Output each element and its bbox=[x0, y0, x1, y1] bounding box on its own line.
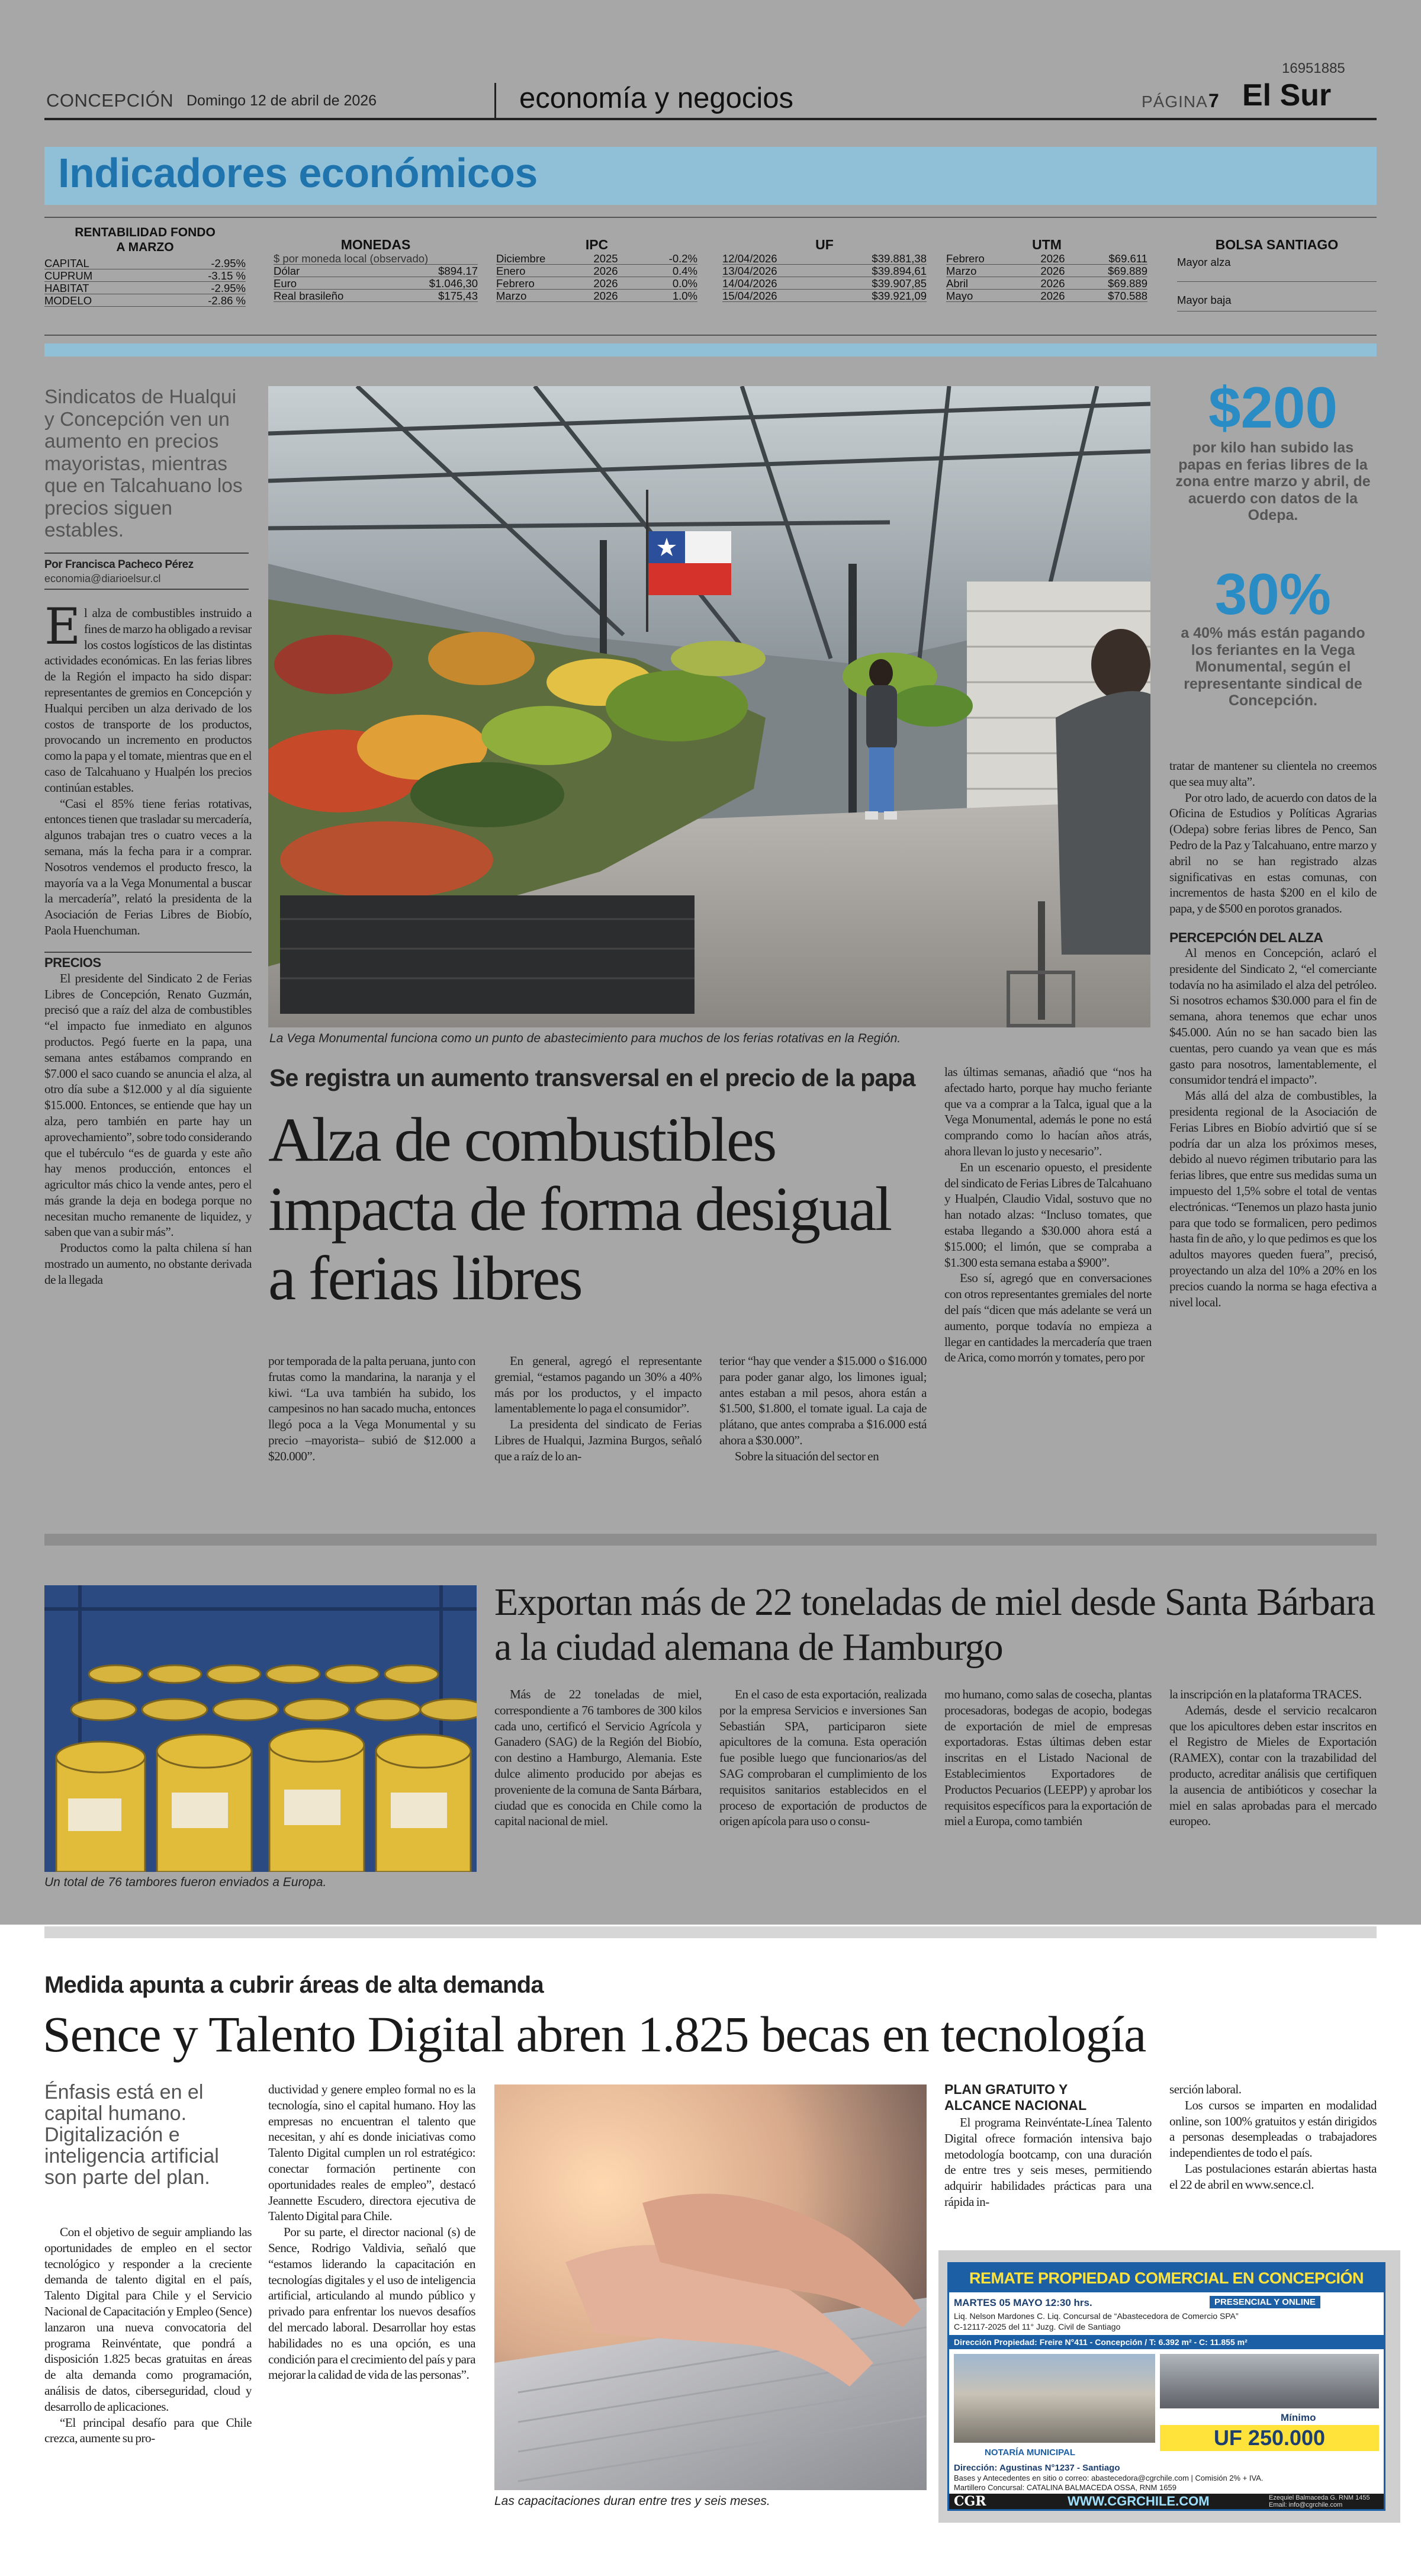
header-rule bbox=[44, 118, 1377, 120]
article1-col6 bbox=[1169, 758, 1377, 1522]
article3-subhead: PLAN GRATUITO Y ALCANCE NACIONAL bbox=[944, 2082, 1087, 2113]
table-row: Abril 2026 $69.889 bbox=[946, 277, 1147, 290]
article3-col4 bbox=[1169, 2082, 1377, 2253]
bolsa-table bbox=[1177, 237, 1377, 311]
table-row: MODELO -2.86 % bbox=[44, 294, 246, 307]
page-header bbox=[0, 0, 1421, 124]
monedas-table bbox=[274, 237, 478, 302]
market-photo bbox=[268, 386, 1150, 1027]
ad-info: Bases y Antecedentes en sitio o correo: abastecedora@cgrchile.com | Comisión 2% + IVA. bbox=[954, 2474, 1264, 2482]
table-row: Marzo 2026 1.0% bbox=[496, 290, 697, 302]
article3-col3-text: El programa Reinvéntate-Línea Talento Digital ofrece formación intensiva bajo metodología bootcamp, con una duración de entre tres y seis meses, permitiendo adquirir habilidades prácticas para una rápida in- bbox=[944, 2115, 1152, 2209]
indicators-band-bottom bbox=[44, 343, 1377, 356]
article3-col1 bbox=[44, 2224, 252, 2547]
table-row: Real brasileño $175,43 bbox=[274, 290, 478, 302]
dropcap: E bbox=[44, 605, 81, 656]
article3-photo-caption: Las capacitaciones duran entre tres y seis meses. bbox=[494, 2494, 770, 2508]
article1-col5-p2: En un escenario opuesto, el presidente del sindicato de Ferias Libres de Talcahuano y Hualpén, Claudio Vidal, sostuvo que no han notado alzas: “Incluso tomates, que estaba llegando a $30.000 ahora está a $15.000; el limón, que se compraba a $1.300 esta semana estaba a $900”. bbox=[944, 1159, 1152, 1270]
indicators-rule-bottom bbox=[44, 335, 1377, 336]
article1-col4 bbox=[719, 1353, 927, 1522]
market-illustration bbox=[268, 386, 1150, 1027]
table-row: Marzo 2026 $69.889 bbox=[946, 265, 1147, 277]
newspaper-logo: El Sur bbox=[1242, 78, 1332, 113]
uf-table bbox=[722, 237, 927, 302]
article3-col1-p2: “El principal desafío para que Chile crezca, aumente su pro- bbox=[44, 2415, 252, 2446]
table-row: CAPITAL -2.95% bbox=[44, 257, 246, 269]
ipc-table bbox=[496, 237, 697, 302]
utm-title: UTM bbox=[1032, 237, 1062, 252]
stat1-value: $200 bbox=[1208, 375, 1338, 440]
header-city: CONCEPCIÓN bbox=[46, 90, 174, 111]
fondo-title: RENTABILIDAD FONDO A MARZO bbox=[75, 226, 216, 254]
article2-col3 bbox=[944, 1687, 1152, 1900]
ad-url[interactable]: WWW.CGRCHILE.COM bbox=[1068, 2494, 1210, 2508]
article2-col4-p2: Además, desde el servicio recalcaron que los apicultores deben estar inscritos en el Registro de Mieles de Exportación (RAMEX), contar con la trazabilidad del producto, acreditar análisis que certifiquen la ausencia de antibióticos y cosechar la miel en salas aprobadas para el mercado europeo. bbox=[1169, 1703, 1377, 1829]
ad-line1: Liq. Nelson Mardones C. Liq. Concursal de “Abastecedora de Comercio SPA” bbox=[954, 2311, 1239, 2321]
ad-footer: Ezequiel Balmaceda G. RNM 1455 bbox=[1269, 2494, 1370, 2501]
article1-p2: “Casi el 85% tiene ferias rotativas, entonces tienen que trasladar su mercadería, algunos trabajan tres o cuatro veces a la semana, más la fecha para ir a comprar. Nosotros vendemos el producto fresco, la mayoría va a la Vega Monumental a buscar la mercadería”, relató la presidenta de la Asociación de Ferias Libres de Biobío, Paola Huenchuman. bbox=[44, 796, 252, 937]
article3-col1-p1: Con el objetivo de seguir ampliando las oportunidades de empleo en el sector tecnológico y responder a la creciente demanda de talento digital en el país, Talento Digital para Chile y el Servicio Nacional de Capacitación y Empleo (Sence) lanzaron una nueva convocatoria del programa Reinvéntate, que pondrá a disposición 1.825 becas gratuitas en áreas de alta demanda como programación, análisis de datos, ciberseguridad, cloud y desarrollo de aplicaciones. bbox=[44, 2225, 252, 2414]
article1-byline-rule2 bbox=[44, 589, 249, 590]
article1-byline: Por Francisca Pacheco Pérez bbox=[44, 558, 194, 571]
bolsa-up: Mayor alza bbox=[1177, 252, 1377, 282]
article1-p4: Productos como la palta chilena sí han mostrado un aumento, no obstante derivada de la llegada bbox=[44, 1241, 252, 1287]
ad-notary: NOTARÍA MUNICIPAL bbox=[985, 2447, 1076, 2458]
table-row: 15/04/2026 $39.921,09 bbox=[722, 290, 927, 302]
table-row: Diciembre 2025 -0.2% bbox=[496, 252, 697, 265]
article3-col4-p3: Las postulaciones estarán abiertas hasta el 22 de abril en www.sence.cl. bbox=[1169, 2161, 1377, 2192]
article1-col5 bbox=[944, 1064, 1152, 1522]
table-row: CUPRUM -3.15 % bbox=[44, 269, 246, 282]
article2-col1-text: Más de 22 toneladas de miel, correspondiente a 76 tambores de 300 kilos cada uno, certificó el Servicio Agrícola y Ganadero (SAG) de la Región del Biobío, con destino a Hamburgo, Alemania. Este dulce alimento producido por abejas es proveniente de la comuna de Santa Bárbara, ciudad que es conocida en Chile como la capital nacional de miel. bbox=[494, 1687, 702, 1829]
table-row: Febrero 2026 $69.611 bbox=[946, 252, 1147, 265]
typing-hands-illustration bbox=[494, 2084, 927, 2490]
article1-p3: El presidente del Sindicato 2 de Ferias Libres de Concepción, Renato Guzmán, precisó que a raíz del alza de combustibles “el impacto fue inmediato en algunos productos. Pegó fuerte en la papa, una semana antes estábamos comprando en $7.000 el saco cuando se anuncia el alza, al otro día sube a $12.000 y al día siguiente $15.000. Entonces, se entiende que hay un alza, pero también en parte hay un aprovechamiento”, sobre todo considerando que el tubérculo “es de guarda y este año hay menos producción, entonces el agricultor más chico la vende antes, pero el más grande la deja en bodega porque no necesitan mucho remanente de liquidez, y saben que van a subir más”. bbox=[44, 971, 252, 1239]
article1-col2-text: por temporada de la palta peruana, junto con frutas como la mandarina, la naranja y el kiwi. “La uva también ha subido, los campesinos no han sacado mucha, entonces llegó poca a la Vega Monumental y su precio –mayorista– subió de $12.000 a $20.000”. bbox=[268, 1354, 475, 1463]
ad-interior-photo bbox=[1160, 2354, 1379, 2408]
article2-col2 bbox=[719, 1687, 927, 1900]
header-divider bbox=[494, 83, 496, 118]
table-row: Mayo 2026 $70.588 bbox=[946, 290, 1147, 302]
article1-col4-p2: Sobre la situación del sector en bbox=[735, 1448, 879, 1463]
article1-subhead-precios: PRECIOS bbox=[44, 952, 252, 971]
article3-col3 bbox=[944, 2115, 1152, 2251]
header-date: Domingo 12 de abril de 2026 bbox=[187, 92, 377, 109]
indicators-title: Indicadores económicos bbox=[58, 150, 538, 196]
ad-minimum-label: Mínimo bbox=[1281, 2412, 1316, 2423]
stat2-text: a 40% más están pagando los feriantes en la Vega Monumental, según el representante sindical de Concepción. bbox=[1181, 625, 1365, 709]
article1-p1: El alza de combustibles instruido a fines de marzo ha obligado a revisar los costos logísticos de las distintas actividades económicas. En las ferias libres de la Región el impacto ha sido dispar: representantes de gremios en Concepción y Hualqui perciben un alza derivado de los costos de transporte de los productos, provocando un incremento en productos como la papa y el tomate, mientras que en el caso de Talcahuano y Hualpén los precios continúan estables. bbox=[44, 605, 252, 795]
article2-photo-caption: Un total de 76 tambores fueron enviados a Europa. bbox=[44, 1875, 327, 1889]
ad-contact: Martillero Concursal: CATALINA BALMACEDA OSSA, RNM 1659 bbox=[954, 2483, 1176, 2492]
article3-lead: Énfasis está en el capital humano. Digitalización e inteligencia artificial son parte del plan. bbox=[44, 2081, 219, 2189]
ad-title: REMATE PROPIEDAD COMERCIAL EN CONCEPCIÓN bbox=[949, 2264, 1384, 2292]
article1-col1 bbox=[44, 605, 252, 1522]
section-title: economía y negocios bbox=[519, 82, 794, 114]
honey-barrels-illustration bbox=[44, 1585, 477, 1872]
article1-col6-p2: Por otro lado, de acuerdo con datos de la Oficina de Estudios y Políticas Agrarias (Odepa) sobre ferias libres de Penco, San Pedro de la Paz y Talcahuano, entre marzo y abril no se han registrado alzas significativas en estas comunas, con incrementos de hasta $200 en el kilo de papa, y de $500 en porotos granados. bbox=[1169, 790, 1377, 916]
article1-col3 bbox=[494, 1353, 702, 1522]
ad-building-photo bbox=[954, 2354, 1155, 2443]
bolsa-title: BOLSA SANTIAGO bbox=[1215, 237, 1339, 252]
ad-frame bbox=[947, 2262, 1385, 2511]
ad-line2: C-12117-2025 del 11° Juzg. Civil de Santiago bbox=[954, 2322, 1121, 2331]
ad-email: Email: info@cgrchile.com bbox=[1269, 2501, 1343, 2508]
table-row: Febrero 2026 0.0% bbox=[496, 277, 697, 290]
article3-top-rule bbox=[44, 1926, 1377, 1938]
article3-col2 bbox=[268, 2082, 475, 2547]
keyboard-photo bbox=[494, 2084, 927, 2490]
ad-mode: PRESENCIAL Y ONLINE bbox=[1210, 2296, 1320, 2308]
article2-col2-text: En el caso de esta exportación, realizada por la empresa Servicios e inversiones San Sebastián SPA, participaron siete apicultores de la comuna. Esta operación fue posible luego que funcionarios/as del SAG comprobaran el cumplimiento de los requisitos sanitarios establecidos en el proceso de exportación de productos de origen apícola para uso o consu- bbox=[719, 1687, 927, 1829]
article2-col3-text: mo humano, como salas de cosecha, plantas procesadoras, bodegas de acopio, bodegas de exportación de miel de empresas exportadoras. Estas últimas deben estar inscritas en el Listado Nacional de Establecimientos Exportadores de Productos Pecuarios (LEEPP) y aprobar los requisitos específicos para la exportación de miel a Europa, como también bbox=[944, 1687, 1152, 1829]
page-code: 16951885 bbox=[1282, 60, 1345, 76]
utm-table bbox=[946, 237, 1147, 302]
article1-col6-p1: tratar de mantener su clientela no creemos que sea muy alta”. bbox=[1169, 759, 1377, 789]
table-row: 13/04/2026 $39.894,61 bbox=[722, 265, 927, 277]
article2-col4-p1: la inscripción en la plataforma TRACES. bbox=[1169, 1687, 1362, 1701]
article1-photo-caption: La Vega Monumental funciona como un punto de abastecimiento para muchos de los ferias rotativas en la Región. bbox=[269, 1032, 901, 1045]
article1-lead: Sindicatos de Hualqui y Concepción ven un aumento en precios mayoristas, mientras que en Talcahuano los precios siguen estables. bbox=[44, 386, 243, 541]
ad-line3: Dirección Propiedad: Freire N°411 - Concepción / T: 6.392 m² - C: 11.855 m² bbox=[949, 2335, 1384, 2349]
article1-col4-p1: terior “hay que vender a $15.000 o $16.000 para poder ganar algo, los limones igual; antes estaban a mil pesos, ahora están a $1.500, $1.800, el tomate igual. La caja de plátano, que antes compraba a $16.000 está ahora a $30.000”. bbox=[719, 1354, 927, 1447]
article1-col6-p3: Al menos en Concepción, aclaró el presidente del Sindicato 2, “el comerciante todavía no ha asimilado el alza del petróleo. Si nosotros echamos $30.000 para el fin de semana, ahora tenemos que echar unos $45.000. Aún no se han sacado bien las cuentas, pero cuando ya vean que es más gasto para nosotros, lamentablemente, el consumidor tendrá el impacto”. bbox=[1169, 945, 1377, 1087]
article3-col4-p1: serción laboral. bbox=[1169, 2082, 1242, 2096]
article1-col5-p3: Eso sí, agregó que en conversaciones con otros representantes gremiales del norte del país “dicen que más adelante se verá un aumento, porque todavía no empieza a llegar en cantidades la mercadería que traen de Arica, como morrón y tomates, pero por bbox=[944, 1271, 1152, 1365]
article3-headline: Sence y Talento Digital abren 1.825 becas en tecnología bbox=[43, 2006, 1146, 2063]
monedas-title: MONEDAS bbox=[340, 237, 411, 252]
monedas-subtitle: $ por moneda local (observado) bbox=[274, 252, 478, 265]
article1-kicker: Se registra un aumento transversal en el precio de la papa bbox=[269, 1064, 915, 1091]
honey-photo bbox=[44, 1585, 477, 1872]
article1-col5-p1: las últimas semanas, añadió que “nos ha afectado harto, porque hay mucho feriante que va a comprar a la Talca, igual que a la Vega Monumental, además le pone no está comprando como lo hacían años atrás, ahora llevan lo justo y necesario”. bbox=[944, 1065, 1152, 1158]
article1-email: economia@diarioelsur.cl bbox=[44, 573, 161, 584]
stat1-text: por kilo han subido las papas en ferias libres de la zona entre marzo y abril, de acuerdo con datos de la Odepa. bbox=[1175, 439, 1371, 523]
indicators-rule-top bbox=[44, 217, 1377, 218]
stat2-value: 30% bbox=[1214, 561, 1332, 627]
ad-date: MARTES 05 MAYO 12:30 hrs. bbox=[954, 2297, 1092, 2308]
advertisement[interactable] bbox=[938, 2250, 1400, 2523]
page-number: 7 bbox=[1208, 90, 1219, 111]
article1-col3-p2: La presidenta del sindicato de Ferias Libres de Hualqui, Jazmina Burgos, señaló que a raíz de lo an- bbox=[494, 1417, 702, 1463]
table-row: 12/04/2026 $39.881,38 bbox=[722, 252, 927, 265]
article2-col4 bbox=[1169, 1687, 1377, 1900]
fondo-table bbox=[44, 225, 246, 307]
article3-col2-p2: Por su parte, el director nacional (s) de Sence, Rodrigo Valdivia, señaló que “estamos liderando la capacitación en tecnologías digitales y el uso de inteligencia artificial, articulando al mundo público y privado para enfrentar los nuevos desafíos del mercado laboral. Desarrollar hoy estas habilidades no es una opción, es una condición para el crecimiento del país y para mejorar la calidad de vida de las personas”. bbox=[268, 2225, 475, 2382]
bolsa-down: Mayor baja bbox=[1177, 282, 1377, 311]
table-row: Enero 2026 0.4% bbox=[496, 265, 697, 277]
article1-subhead-percepcion: PERCEPCIÓN DEL ALZA bbox=[1169, 929, 1323, 945]
article2-col1 bbox=[494, 1687, 702, 1900]
article1-byline-rule bbox=[44, 553, 249, 554]
table-row: Euro $1.046,30 bbox=[274, 277, 478, 290]
article3-col4-p2: Los cursos se imparten en modalidad online, son 100% gratuitos y están dirigidos a personas desempleadas o trabajadores independientes de todo el país. bbox=[1169, 2098, 1377, 2160]
article3-kicker: Medida apunta a cubrir áreas de alta demanda bbox=[44, 1972, 544, 1998]
article1-col6-p4: Más allá del alza de combustibles, la presidenta regional de la Asociación de Ferias Libres en Biobío advirtió que sí se podría dar un alza los próximos meses, debido al nuevo régimen tributario para las ferias libres, que entre sus medidas suma un impuesto del 1,5% sobre el total de ventas electrónicas. “Tenemos un plazo hasta junio para que todo se formalicen, pero pedimos hasta fin de año, y lo que pedimos es que los adultos mayores queden fuera”, precisó, proyectando un alza del 10% a 20% en los precios cuando la norma se haga efectiva a nivel local. bbox=[1169, 1088, 1377, 1309]
ipc-title: IPC bbox=[585, 237, 609, 252]
article3-col2-p1: ductividad y genere empleo formal no es la tecnología, sino el capital humano. Hoy las empresas no encuentran el talento que necesitan, y ahí es donde iniciativas como Talento Digital cumplen un rol estratégico: conectar formación pertinente con oportunidades reales de empleo”, destacó Jeannette Escudero, directora ejecutiva de Talento Digital para Chile. bbox=[268, 2082, 475, 2224]
page-label: PÁGINA bbox=[1142, 92, 1208, 111]
article1-bottom-rule bbox=[44, 1534, 1377, 1546]
ad-address: Dirección: Agustinas N°1237 - Santiago bbox=[954, 2463, 1120, 2473]
uf-title: UF bbox=[815, 237, 834, 252]
ad-minimum-value: UF 250.000 bbox=[1160, 2425, 1379, 2451]
table-row: Dólar $894.17 bbox=[274, 265, 478, 277]
table-row: 14/04/2026 $39.907,85 bbox=[722, 277, 927, 290]
article1-col3-p1: En general, agregó el representante gremial, “estamos pagando un 30% a 40% más por los productos, y el impacto lamentablemente lo paga el consumidor”. bbox=[494, 1354, 702, 1416]
article1-headline: Alza de combustibles impacta de forma desigual a ferias libres bbox=[268, 1105, 891, 1313]
ad-brand-logo: CGR bbox=[954, 2494, 986, 2509]
article1-col2 bbox=[268, 1353, 475, 1522]
table-row: HABITAT -2.95% bbox=[44, 282, 246, 294]
article2-headline: Exportan más de 22 toneladas de miel desde Santa Bárbara a la ciudad alemana de Hamburgo bbox=[494, 1581, 1375, 1669]
